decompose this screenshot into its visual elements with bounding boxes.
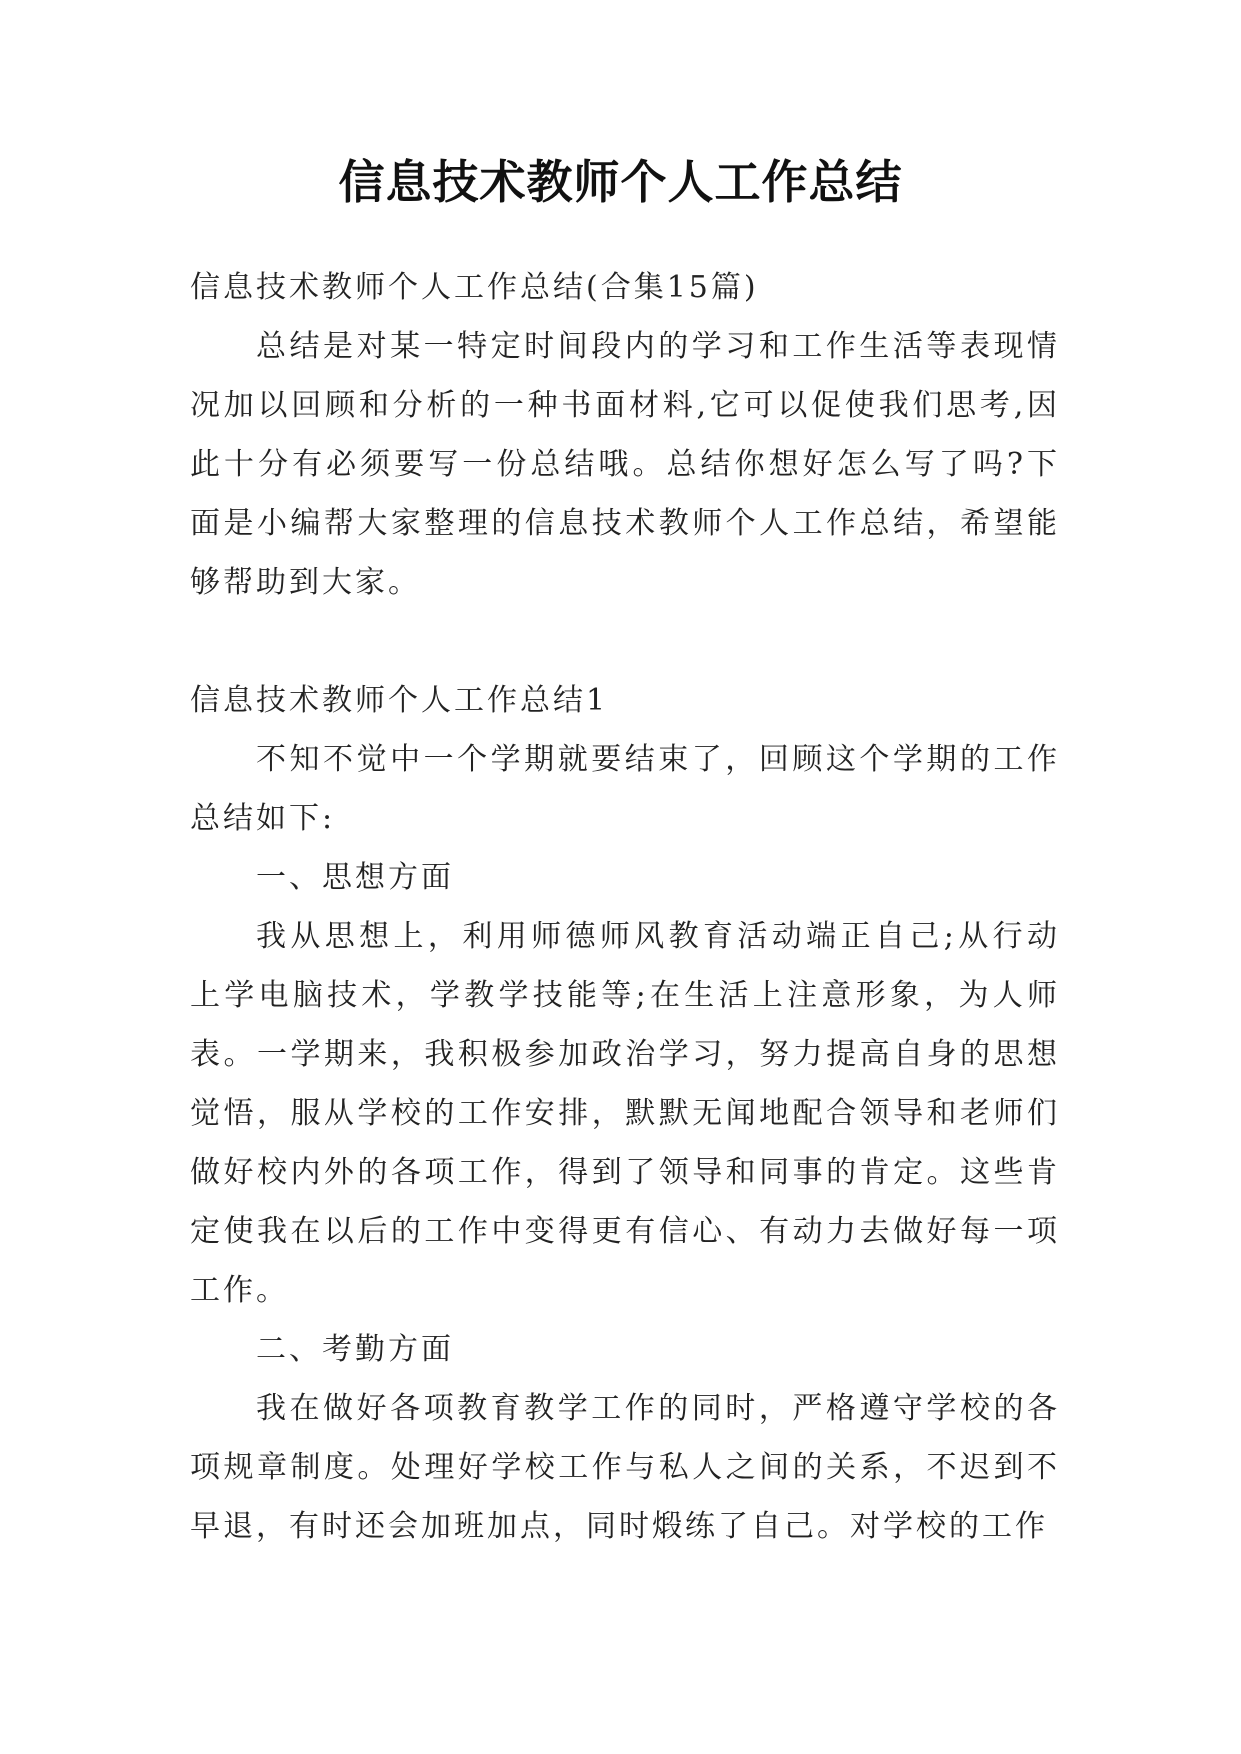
document-title: 信息技术教师个人工作总结 [338,155,903,209]
collection-heading: 信息技术教师个人工作总结(合集15篇) [190,270,759,305]
section-heading-1: 信息技术教师个人工作总结1 [190,683,609,718]
body-paragraph: 不知不觉中一个学期就要结束了，回顾这个学期的工作总结如下: [190,742,1060,836]
subheading-attendance: 二、考勤方面 [256,1332,454,1367]
intro-paragraph: 总结是对某一特定时间段内的学习和工作生活等表现情况加以回顾和分析的一种书面材料,它可以促使我们思考,因此十分有必须要写一份总结哦。总结你想好怎么写了吗?下面是小编帮大家整理的信息技术教师个人工作总结，希望能够帮助到大家。 [190,329,1060,600]
document-body [190,258,1060,1556]
body-paragraph: 我在做好各项教育教学工作的同时，严格遵守学校的各项规章制度。处理好学校工作与私人之间的关系，不迟到不早退，有时还会加班加点，同时煅练了自己。对学校的工作 [190,1391,1060,1544]
body-paragraph: 我从思想上，利用师德师风教育活动端正自己;从行动上学电脑技术，学教学技能等;在生活上注意形象，为人师表。一学期来，我积极参加政治学习，努力提高自身的思想觉悟，服从学校的工作安排，默默无闻地配合领导和老师们做好校内外的各项工作，得到了领导和同事的肯定。这些肯定使我在以后的工作中变得更有信心、有动力去做好每一项工作。 [190,919,1060,1308]
subheading-ideology: 一、思想方面 [256,860,454,895]
